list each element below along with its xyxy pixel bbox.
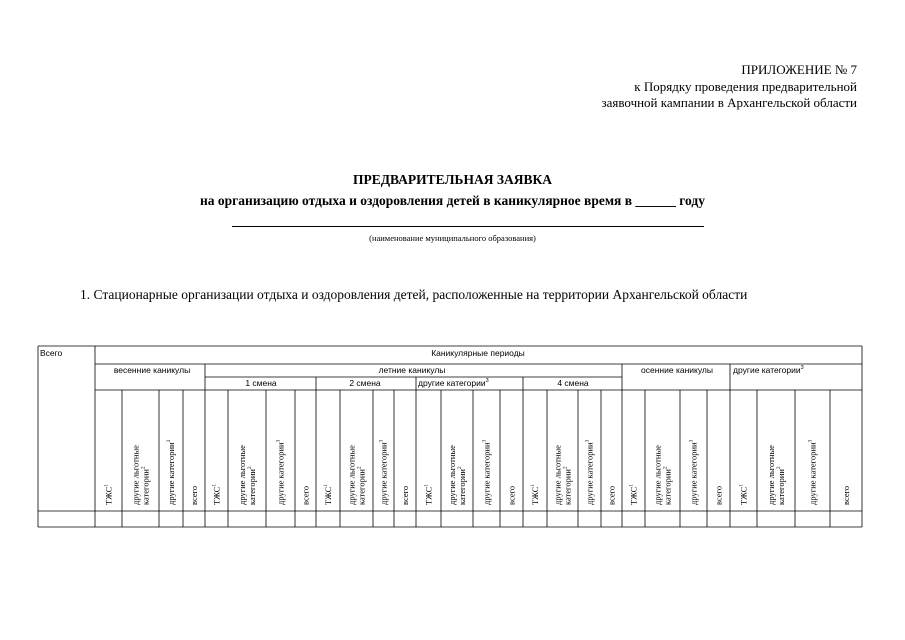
preferential-categories-column-header: другие льготные — [552, 445, 563, 505]
document-title: ПРЕДВАРИТЕЛЬНАЯ ЗАЯВКА — [352, 172, 553, 187]
total-column-header: всего — [189, 485, 199, 505]
tzhs-column-header: ТЖС$^1$ — [628, 483, 639, 505]
municipality-caption: (наименование муниципального образования) — [369, 233, 536, 243]
preferential-categories-column-header: другие льготные — [346, 445, 357, 505]
preferential-categories-column-header: категории$^2$ — [457, 466, 467, 505]
other-categories-column-header: другие категории$^3$ — [275, 439, 286, 505]
preferential-categories-column-header: категории$^2$ — [776, 466, 786, 505]
tzhs-column-header: ТЖС$^1$ — [103, 483, 114, 505]
other-categories-column-header: другие категории$^3$ — [584, 439, 595, 505]
other-categories-column-header: другие категории$^3$ — [481, 439, 492, 505]
other-categories-column-header: другие категории$^3$ — [378, 439, 389, 505]
tzhs-column-header: ТЖС$^1$ — [211, 483, 222, 505]
tzhs-column-header: ТЖС$^1$ — [423, 483, 434, 505]
preferential-categories-column-header: категории$^2$ — [562, 466, 573, 505]
summer-break-header: летние каникулы — [378, 365, 446, 375]
total-column-header: всего — [300, 485, 311, 505]
document-subtitle: на организацию отдыха и оздоровления детей в каникулярное время в ______ году — [200, 193, 705, 208]
appendix-reference-line-1: к Порядку проведения предварительной — [634, 78, 857, 94]
total-column-header: всего — [841, 485, 851, 505]
preferential-categories-column-header: категории$^2$ — [140, 466, 151, 505]
tzhs-column-header: ТЖС$^1$ — [530, 483, 540, 505]
preferential-categories-column-header: другие льготные — [766, 445, 776, 505]
total-column-header: всего — [713, 485, 724, 505]
summer-shift-4-header: 4 смена — [557, 378, 589, 388]
preferential-categories-column-header: категории$^2$ — [247, 466, 257, 505]
tzhs-column-header: ТЖС$^1$ — [323, 483, 333, 505]
tzhs-column-header: ТЖС$^1$ — [738, 483, 749, 505]
total-header: Всего — [40, 348, 63, 358]
summer-other-categories-header: другие категории$^3$ — [418, 378, 489, 388]
other-categories-column-header: другие категории$^3$ — [166, 439, 176, 505]
section-heading: 1. Стационарные организации отдыха и оздоровления детей, расположенные на территории Архангельской области — [80, 287, 748, 302]
spring-break-header: весенние каникулы — [113, 365, 191, 375]
other-categories-header: другие категории$^3$ — [733, 365, 804, 375]
other-categories-column-header: другие категории$^3$ — [688, 439, 699, 505]
other-categories-column-header: другие категории$^3$ — [807, 439, 818, 505]
summer-shift-2-header: 2 смена — [349, 378, 381, 388]
total-column-header: всего — [606, 485, 617, 505]
preferential-categories-column-header: другие льготные — [237, 445, 247, 505]
total-column-header: всего — [400, 485, 410, 505]
preferential-categories-column-header: категории$^2$ — [662, 466, 673, 505]
total-column-header: всего — [506, 485, 517, 505]
autumn-break-header: осенние каникулы — [641, 365, 713, 375]
preferential-categories-column-header: другие льготные — [652, 445, 663, 505]
appendix-reference-line-2: заявочной кампании в Архангельской области — [601, 95, 857, 110]
preferential-categories-column-header: категории$^2$ — [356, 466, 367, 505]
summer-shift-1-header: 1 смена — [245, 378, 277, 388]
preferential-categories-column-header: другие льготные — [447, 445, 457, 505]
preferential-categories-column-header: другие льготные — [130, 445, 141, 505]
periods-header: Каникулярные периоды — [431, 348, 525, 358]
appendix-number: ПРИЛОЖЕНИЕ № 7 — [741, 62, 857, 77]
